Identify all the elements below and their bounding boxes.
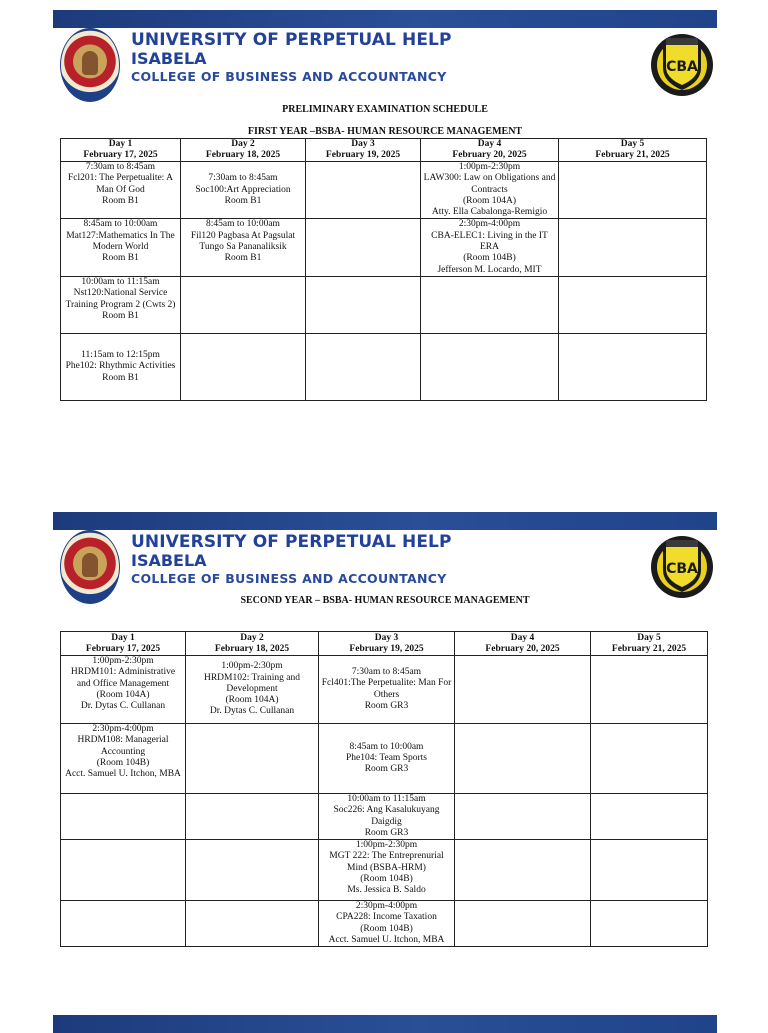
schedule-cell — [186, 901, 319, 947]
schedule-cell — [61, 794, 186, 840]
schedule-cell-line: Acct. Samuel U. Itchon, MBA — [65, 769, 181, 780]
schedule-cell-line: Acct. Samuel U. Itchon, MBA — [328, 935, 445, 946]
schedule-cell — [559, 219, 707, 276]
day-date: February 21, 2025 — [611, 643, 687, 654]
schedule-cell-line: Jefferson M. Locardo, MIT — [437, 264, 542, 275]
university-name: UNIVERSITY OF PERPETUAL HELP — [131, 30, 452, 50]
table-header-row — [61, 139, 707, 162]
schedule-cell-line: Room B1 — [102, 253, 139, 264]
schedule-cell-line: (Room 104B) — [463, 253, 516, 264]
schedule-cell — [306, 276, 421, 333]
schedule-cell — [186, 840, 319, 901]
schedule-cell-line: (Room 104B) — [360, 923, 413, 934]
schedule-cell-line: 7:30am to 8:45am — [351, 666, 422, 677]
schedule-cell — [591, 724, 708, 794]
schedule-cell — [559, 333, 707, 400]
day-date: February 21, 2025 — [595, 150, 670, 160]
schedule-cell — [559, 162, 707, 219]
schedule-cell-line: (Room 104A) — [225, 695, 279, 706]
day-date: February 17, 2025 — [83, 150, 158, 160]
schedule-cell — [61, 724, 186, 794]
university-seal-icon — [60, 28, 120, 102]
schedule-cell-line: 1:00pm-2:30pm — [355, 840, 418, 851]
schedule-cell-line: CBA-ELEC1: Living in the IT ERA — [431, 230, 548, 253]
schedule-cell-line: Fcl201: The Perpetualite: A Man Of God — [67, 173, 174, 195]
schedule-cell-line: HRDM108: Managerial Accounting — [77, 735, 169, 757]
day-header — [455, 632, 591, 656]
schedule-cell — [421, 162, 559, 219]
schedule-cell — [306, 219, 421, 276]
second-year-title: SECOND YEAR – BSBA- HUMAN RESOURCE MANAGEMENT — [240, 595, 530, 606]
schedule-cell-line: (Room 104B) — [96, 757, 150, 768]
schedule-cell-line: Dr. Dytas C. Cullanan — [209, 706, 295, 717]
schedule-cell — [61, 901, 186, 947]
schedule-cell — [319, 794, 455, 840]
day-header — [186, 632, 319, 656]
schedule-cell-line: HRDM102: Training and Development — [203, 672, 301, 694]
day-label: Day 3 — [351, 139, 375, 149]
college-name: COLLEGE OF BUSINESS AND ACCOUNTANCY — [131, 69, 447, 84]
day-date: February 20, 2025 — [452, 150, 527, 160]
schedule-cell — [591, 840, 708, 901]
schedule-cell — [61, 162, 181, 219]
schedule-cell-line: 2:30pm-4:00pm — [355, 901, 418, 912]
schedule-cell-line: 2:30pm-4:00pm — [92, 724, 154, 734]
schedule-cell-line: 2:30pm-4:00pm — [458, 219, 521, 230]
day-header — [559, 139, 707, 162]
schedule-cell-line: Dr. Dytas C. Cullanan — [80, 701, 166, 712]
schedule-cell-line: Atty. Ella Cabalonga-Remigio — [431, 207, 548, 218]
day-label: Day 2 — [231, 139, 255, 149]
schedule-cell — [181, 162, 306, 219]
schedule-cell-line: (Room 104A) — [462, 195, 517, 206]
schedule-cell — [319, 840, 455, 901]
day-label: Day 1 — [111, 632, 135, 643]
schedule-cell — [559, 276, 707, 333]
schedule-cell — [306, 333, 421, 400]
schedule-cell — [591, 794, 708, 840]
schedule-cell — [181, 276, 306, 333]
schedule-cell-line: Phe104: Team Sports — [346, 752, 427, 763]
schedule-cell — [319, 901, 455, 947]
header-band-top — [53, 10, 717, 28]
schedule-cell-line: 10:00am to 11:15am — [347, 794, 426, 804]
day-label: Day 4 — [510, 632, 535, 643]
schedule-cell — [421, 219, 559, 276]
schedule-cell-line: 1:00pm-2:30pm — [92, 656, 154, 666]
schedule-cell — [61, 333, 181, 400]
schedule-cell — [455, 724, 591, 794]
schedule-cell — [181, 219, 306, 276]
day-header — [61, 632, 186, 656]
schedule-cell-line: Ms. Jessica B. Saldo — [347, 885, 426, 896]
table-row — [61, 794, 708, 840]
day-date: February 19, 2025 — [325, 150, 401, 160]
schedule-cell-line: Room B1 — [102, 372, 139, 383]
day-label: Day 4 — [477, 139, 502, 149]
cba-logo-text: CBA — [666, 59, 698, 75]
schedule-cell — [186, 656, 319, 724]
schedule-cell-line: Phe102: Rhythmic Activities — [65, 361, 176, 372]
schedule-cell — [455, 840, 591, 901]
day-label: Day 5 — [637, 632, 661, 643]
schedule-cell — [455, 794, 591, 840]
schedule-cell-line: 11:15am to 12:15pm — [81, 350, 160, 361]
table-row — [61, 901, 708, 947]
cba-shield-icon — [647, 30, 717, 98]
day-header — [421, 139, 559, 162]
schedule-cell-line: Mat127:Mathematics In The Modern World — [66, 230, 175, 253]
schedule-cell-line: Room B1 — [102, 310, 139, 321]
schedule-cell-line: (Room 104B) — [360, 874, 413, 885]
day-date: February 19, 2025 — [349, 643, 424, 654]
day-header — [181, 139, 306, 162]
day-header — [591, 632, 708, 656]
schedule-cell-line: Room GR3 — [364, 827, 409, 838]
day-label: Day 1 — [108, 139, 133, 149]
schedule-cell-line: Soc226: Ang Kasalukuyang Daigdig — [333, 805, 440, 827]
schedule-cell-line: Room GR3 — [364, 764, 409, 775]
schedule-cell-line: CPA228: Income Taxation — [336, 912, 437, 923]
schedule-cell-line: Nst120:National Service Training Program 2 (Cwts 2) — [65, 288, 176, 310]
day-label: Day 2 — [240, 632, 264, 643]
day-label: Day 3 — [374, 632, 399, 643]
day-date: February 20, 2025 — [485, 643, 560, 654]
schedule-cell-line: (Room 104A) — [96, 689, 150, 700]
day-label: Day 5 — [620, 139, 645, 149]
cba-logo-text: CBA — [666, 561, 698, 577]
table-row — [61, 219, 707, 276]
schedule-cell — [421, 333, 559, 400]
schedule-cell-line: MGT 222: The Entreprenurial Mind (BSBA-HRM) — [329, 851, 444, 873]
schedule-cell-line: Room B1 — [224, 195, 262, 206]
page-title: PRELIMINARY EXAMINATION SCHEDULE — [282, 104, 488, 115]
day-header — [61, 139, 181, 162]
header-band-second — [53, 512, 717, 530]
schedule-cell-line: Room B1 — [224, 253, 262, 264]
schedule-cell-line: 1:00pm-2:30pm — [458, 162, 521, 172]
schedule-cell — [319, 656, 455, 724]
schedule-cell-line: Fcl401:The Perpetualite: Man For Others — [321, 678, 452, 700]
schedule-cell-line: 1:00pm-2:30pm — [221, 661, 283, 672]
day-date: February 18, 2025 — [205, 150, 281, 160]
table-row — [61, 333, 707, 400]
header-band-bottom — [53, 1015, 717, 1033]
schedule-cell-line: 8:45am to 10:00am — [349, 741, 424, 752]
schedule-cell — [186, 794, 319, 840]
schedule-cell — [61, 219, 181, 276]
university-city: ISABELA — [131, 49, 207, 68]
day-header — [319, 632, 455, 656]
table-row — [61, 276, 707, 333]
schedule-cell — [186, 724, 319, 794]
schedule-cell-line: Room GR3 — [364, 700, 409, 711]
schedule-cell — [181, 333, 306, 400]
day-date: February 18, 2025 — [214, 643, 290, 654]
schedule-cell-line: 7:30am to 8:45am — [208, 173, 278, 184]
university-name: UNIVERSITY OF PERPETUAL HELP — [131, 532, 452, 552]
schedule-cell — [306, 162, 421, 219]
schedule-cell — [455, 656, 591, 724]
schedule-cell — [421, 276, 559, 333]
schedule-cell — [61, 840, 186, 901]
day-header — [306, 139, 421, 162]
schedule-cell — [591, 656, 708, 724]
schedule-cell — [61, 276, 181, 333]
table-row — [61, 656, 708, 724]
university-seal-icon — [60, 530, 120, 604]
schedule-cell-line: 10:00am to 11:15am — [81, 276, 160, 287]
header-block-1 — [53, 28, 717, 104]
schedule-cell-line: HRDM101: Administrative and Office Management — [70, 667, 176, 689]
schedule-cell-line: LAW300: Law on Obligations and Contracts — [423, 173, 556, 195]
schedule-cell — [61, 656, 186, 724]
table-header-row — [61, 632, 708, 656]
table-row — [61, 162, 707, 219]
table-row — [61, 724, 708, 794]
schedule-cell — [455, 901, 591, 947]
schedule-cell — [319, 724, 455, 794]
cba-shield-icon — [647, 532, 717, 600]
first-year-schedule-table — [60, 138, 707, 401]
schedule-cell-line: Fil120 Pagbasa At Pagsulat Tungo Sa Pananaliksik — [190, 230, 296, 253]
schedule-cell-line: Room B1 — [102, 195, 139, 206]
college-name: COLLEGE OF BUSINESS AND ACCOUNTANCY — [131, 571, 447, 586]
schedule-cell — [591, 901, 708, 947]
first-year-title: FIRST YEAR –BSBA- HUMAN RESOURCE MANAGEMENT — [247, 126, 523, 137]
schedule-cell-line: 8:45am to 10:00am — [206, 219, 280, 230]
university-city: ISABELA — [131, 551, 207, 570]
schedule-cell-line: Soc100:Art Appreciation — [195, 184, 291, 195]
table-row — [61, 840, 708, 901]
second-year-schedule-table — [60, 631, 708, 947]
schedule-cell-line: 7:30am to 8:45am — [85, 162, 156, 172]
schedule-cell-line: 8:45am to 10:00am — [83, 219, 158, 230]
day-date: February 17, 2025 — [85, 643, 161, 654]
